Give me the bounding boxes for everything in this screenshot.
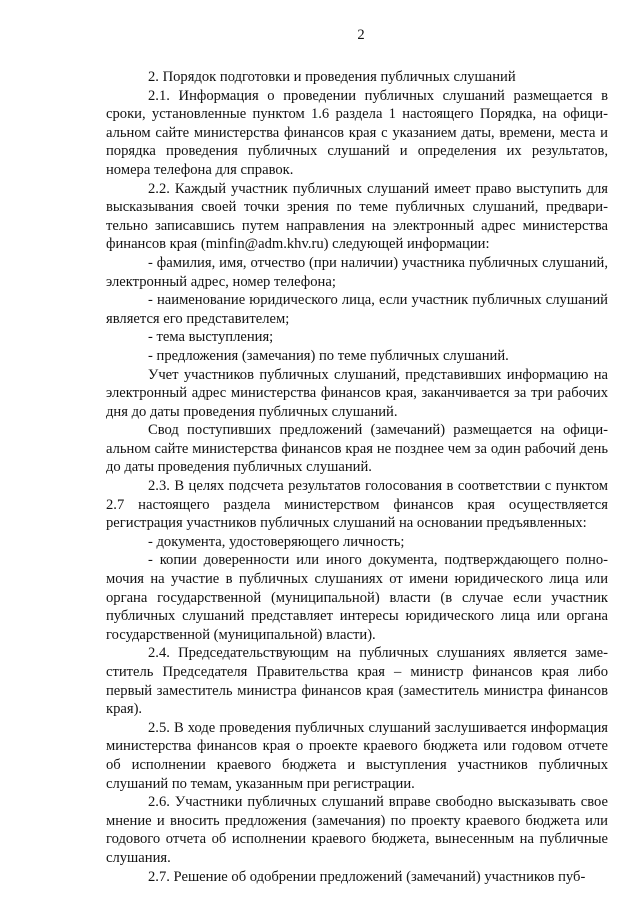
list-item: - наименование юридического лица, если участник публичных слушаний является его представителем; bbox=[106, 292, 608, 327]
list-item: - предложения (замечания) по теме публичных слушаний. bbox=[148, 347, 509, 364]
paragraph-2-6: 2.6. Участники публичных слушаний вправе свободно высказывать свое мнение и вносить предложения (замечания) по проекту краевого бюджета или годового отчета об исполнении краевого бюджета, вынесенным на публичные слушания. bbox=[106, 794, 608, 866]
paragraph-2-4: 2.4. Председательствующим на публичных слушаниях является заместитель Председателя Правительства края – министр финансов края либо первый заместитель министра финансов края (заместитель министра финансов края). bbox=[106, 645, 608, 718]
list-item: - тема выступления; bbox=[148, 329, 274, 346]
paragraph-2-1: 2.1. Информация о проведении публичных слушаний размещается в сроки, установленные пунктом 1.6 раздела 1 настоящего Порядка, на официальном сайте министерства финансов края с указанием даты, времени, места и порядка проведения публичных слушаний и определения их результатов, номера телефона для справок. bbox=[106, 87, 608, 178]
paragraph-2-2: 2.2. Каждый участник публичных слушаний имеет право выступить для высказывания своей точки зрения по теме публичных слушаний, предварительно записавшись путем направления на электронный адрес министерства финансов края (minfin@adm.khv.ru) следующей информации: bbox=[106, 180, 608, 253]
page-number: 2 bbox=[357, 27, 365, 43]
list-item: - копии доверенности или иного документа, подтверждающего полномочия на участие в публичных слушаниях от имени юридического лица или органа государственной (муниципальной) власти (в случае если участник публичных слушаний представляет интересы юридического лица или органа государственной (муниципальной) власти). bbox=[106, 552, 608, 643]
paragraph-summary-publication: Свод поступивших предложений (замечаний) размещается на официальном сайте министерства финансов края не позднее чем за один рабочий день до даты проведения публичных слушаний. bbox=[106, 422, 608, 476]
section-heading: 2. Порядок подготовки и проведения публичных слушаний bbox=[148, 69, 516, 85]
paragraph-2-3: 2.3. В целях подсчета результатов голосования в соответствии с пунктом 2.7 настоящего раздела министерством финансов края осуществляется регистрация участников публичных слушаний на основании предъявленных: bbox=[106, 478, 608, 532]
list-item: - фамилия, имя, отчество (при наличии) участника публичных слушаний, электронный адрес, номер телефона; bbox=[106, 254, 608, 290]
paragraph-registration-deadline: Учет участников публичных слушаний, представивших информацию на электронный адрес министерства финансов края, заканчивается за три рабочих дня до даты проведения публичных слушаний. bbox=[106, 366, 608, 420]
paragraph-2-7: 2.7. Решение об одобрении предложений (замечаний) участников пуб- bbox=[148, 868, 586, 885]
paragraph-2-5: 2.5. В ходе проведения публичных слушаний заслушивается информация министерства финансов края о проекте краевого бюджета или годовом отчете об исполнении краевого бюджета и выступления участников публичных слушаний по темам, указанным при регистрации. bbox=[106, 719, 608, 792]
document-page bbox=[106, 26, 608, 886]
list-item: - документа, удостоверяющего личность; bbox=[148, 533, 405, 550]
